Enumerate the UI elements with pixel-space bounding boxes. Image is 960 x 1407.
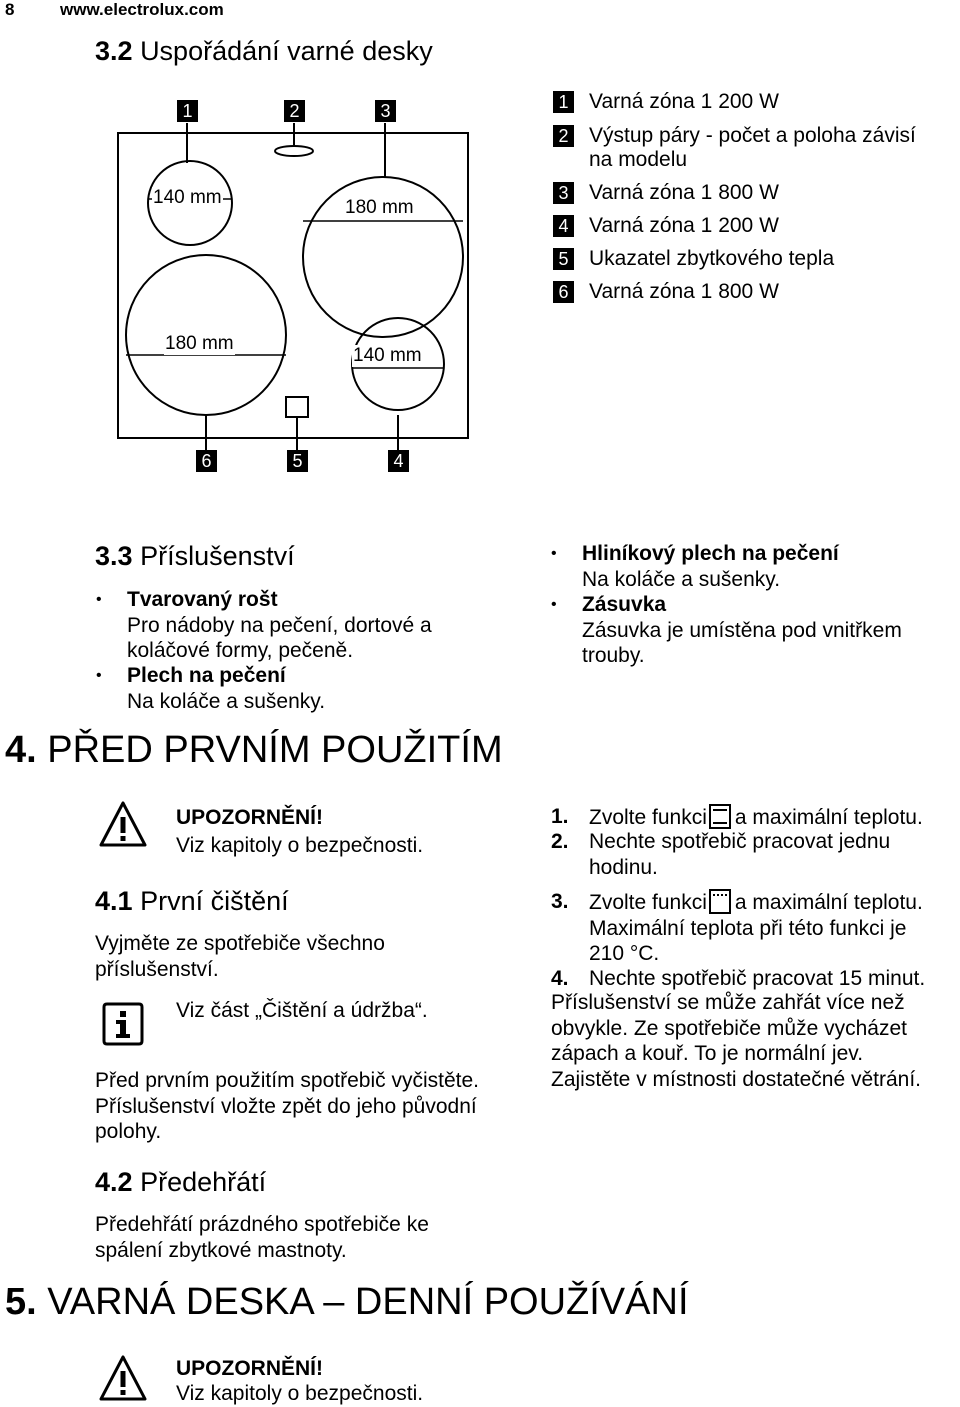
oven-top-heat-icon xyxy=(709,889,731,914)
paragraph: Před prvním použitím spotřebič vyčistěte. Příslušenství vložte zpět do jeho původní polohy. xyxy=(95,1069,479,1143)
section-4-1-heading: 4.1 První čištění xyxy=(95,886,289,916)
section-4-2-heading: 4.2 Předehřátí xyxy=(95,1167,267,1197)
paragraph: Předehřátí prázdného spotřebiče ke spálení zbytkové mastnoty. xyxy=(95,1213,429,1262)
section-3-3-heading: 3.3 Příslušenství xyxy=(95,541,295,571)
oven-top-bottom-heat-icon xyxy=(709,804,731,829)
page-number: 8 xyxy=(5,0,15,19)
zone-size-label: 140 mm xyxy=(153,187,222,208)
warning-text: Viz kapitoly o bezpečnosti. xyxy=(176,1382,424,1405)
header-url: www.electrolux.com xyxy=(60,0,224,19)
warning-title: UPOZORNĚNÍ! xyxy=(176,1357,323,1380)
zone-size-label: 180 mm xyxy=(345,197,414,218)
zone-size-label: 140 mm xyxy=(353,345,422,366)
callout-5: 5 xyxy=(287,450,308,472)
paragraph: Vyjměte ze spotřebiče všechno příslušenství. xyxy=(95,932,385,981)
callout-3: 3 xyxy=(375,100,396,122)
callout-4: 4 xyxy=(388,450,409,472)
warning-icon xyxy=(98,1354,148,1402)
chapter-5-heading: 5. VARNÁ DESKA – DENNÍ POUŽÍVÁNÍ xyxy=(5,1281,689,1323)
paragraph: Příslušenství se může zahřát více než obvykle. Ze spotřebiče může vycházet zápach a kouř. To je normální jev. Zajistěte v místnosti dostatečné větrání. xyxy=(551,991,922,1091)
info-icon xyxy=(101,1001,145,1047)
info-text: Viz část „Čištění a údržba“. xyxy=(176,999,428,1022)
callout-6: 6 xyxy=(196,450,217,472)
callout-1: 1 xyxy=(177,100,198,122)
chapter-4-heading: 4. PŘED PRVNÍM POUŽITÍM xyxy=(5,729,503,771)
warning-text: Viz kapitoly o bezpečnosti. xyxy=(176,834,424,857)
zone-size-label: 180 mm xyxy=(165,333,234,354)
section-3-2-heading: 3.2 Uspořádání varné desky xyxy=(95,36,433,66)
hob-diagram xyxy=(110,95,480,485)
callout-2: 2 xyxy=(284,100,305,122)
warning-title: UPOZORNĚNÍ! xyxy=(176,806,323,829)
warning-icon xyxy=(98,800,148,848)
